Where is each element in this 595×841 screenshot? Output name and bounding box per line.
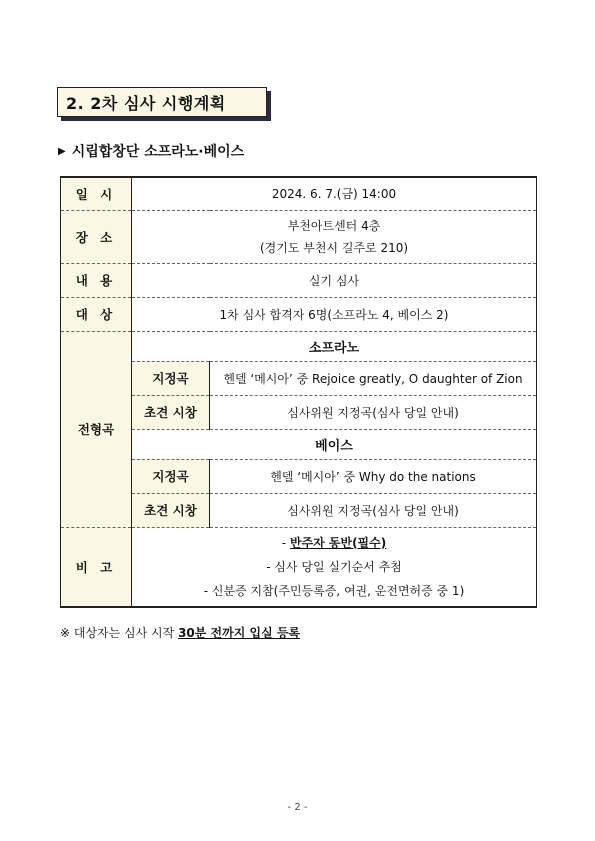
table-row [61, 177, 537, 210]
soprano-sight-label: 초견 시창 [132, 395, 210, 429]
target-label: 대 상 [61, 297, 132, 331]
remarks-list [132, 527, 537, 607]
remarks-label: 비 고 [61, 527, 132, 607]
table-row [61, 331, 537, 361]
place-value [132, 210, 537, 263]
bass-sight-label: 초견 시창 [132, 493, 210, 527]
repertoire-label: 전형곡 [61, 331, 132, 527]
content-value: 실기 심사 [132, 263, 537, 297]
place-label: 장 소 [61, 210, 132, 263]
table-row [61, 263, 537, 297]
soprano-set-piece-value: 헨델 ‘메시아’ 중 Rejoice greatly, O daughter of Zion [210, 361, 537, 395]
bass-set-piece-value: 헨델 ‘메시아’ 중 Why do the nations [210, 459, 537, 493]
table-row [61, 527, 537, 607]
section-title: 2. 2차 심사 시행계획 [57, 87, 267, 117]
bass-header: 베이스 [132, 429, 537, 459]
remarks-item-3: - 신분증 지참(주민등록증, 여권, 운전면허증 중 1) [203, 583, 465, 598]
footnote-prefix: ※ 대상자는 심사 시작 [60, 626, 179, 640]
table-row [61, 429, 537, 459]
footnote-emphasis: 30분 전까지 입실 등록 [178, 626, 301, 640]
soprano-sight-value: 심사위원 지정곡(심사 당일 안내) [210, 395, 537, 429]
table-row [61, 210, 537, 263]
remarks-item-2: - 심사 당일 실기순서 추첨 [266, 559, 402, 574]
table-row [61, 297, 537, 331]
table-row [61, 493, 537, 527]
subheading [58, 141, 244, 161]
place-line-1: 부천아트센터 4층 [287, 218, 381, 233]
content-label: 내 용 [61, 263, 132, 297]
soprano-header: 소프라노 [132, 331, 537, 361]
date-value: 2024. 6. 7.(금) 14:00 [132, 177, 537, 210]
page-number: - 2 - [287, 802, 308, 813]
triangle-bullet-icon: ▶ [58, 145, 66, 157]
bass-sight-value: 심사위원 지정곡(심사 당일 안내) [210, 493, 537, 527]
place-line-2: (경기도 부천시 길주로 210) [259, 240, 409, 255]
footnote [60, 624, 300, 641]
remarks-item-1: - 반주자 동반(필수) [281, 535, 387, 550]
bass-set-piece-label: 지정곡 [132, 459, 210, 493]
table-row [61, 361, 537, 395]
table-row [61, 459, 537, 493]
subheading-text: 시립합창단 소프라노·베이스 [71, 144, 245, 160]
date-label: 일 시 [61, 177, 132, 210]
table-row [61, 395, 537, 429]
target-value: 1차 심사 합격자 6명(소프라노 4, 베이스 2) [132, 297, 537, 331]
soprano-set-piece-label: 지정곡 [132, 361, 210, 395]
schedule-table [60, 176, 537, 608]
